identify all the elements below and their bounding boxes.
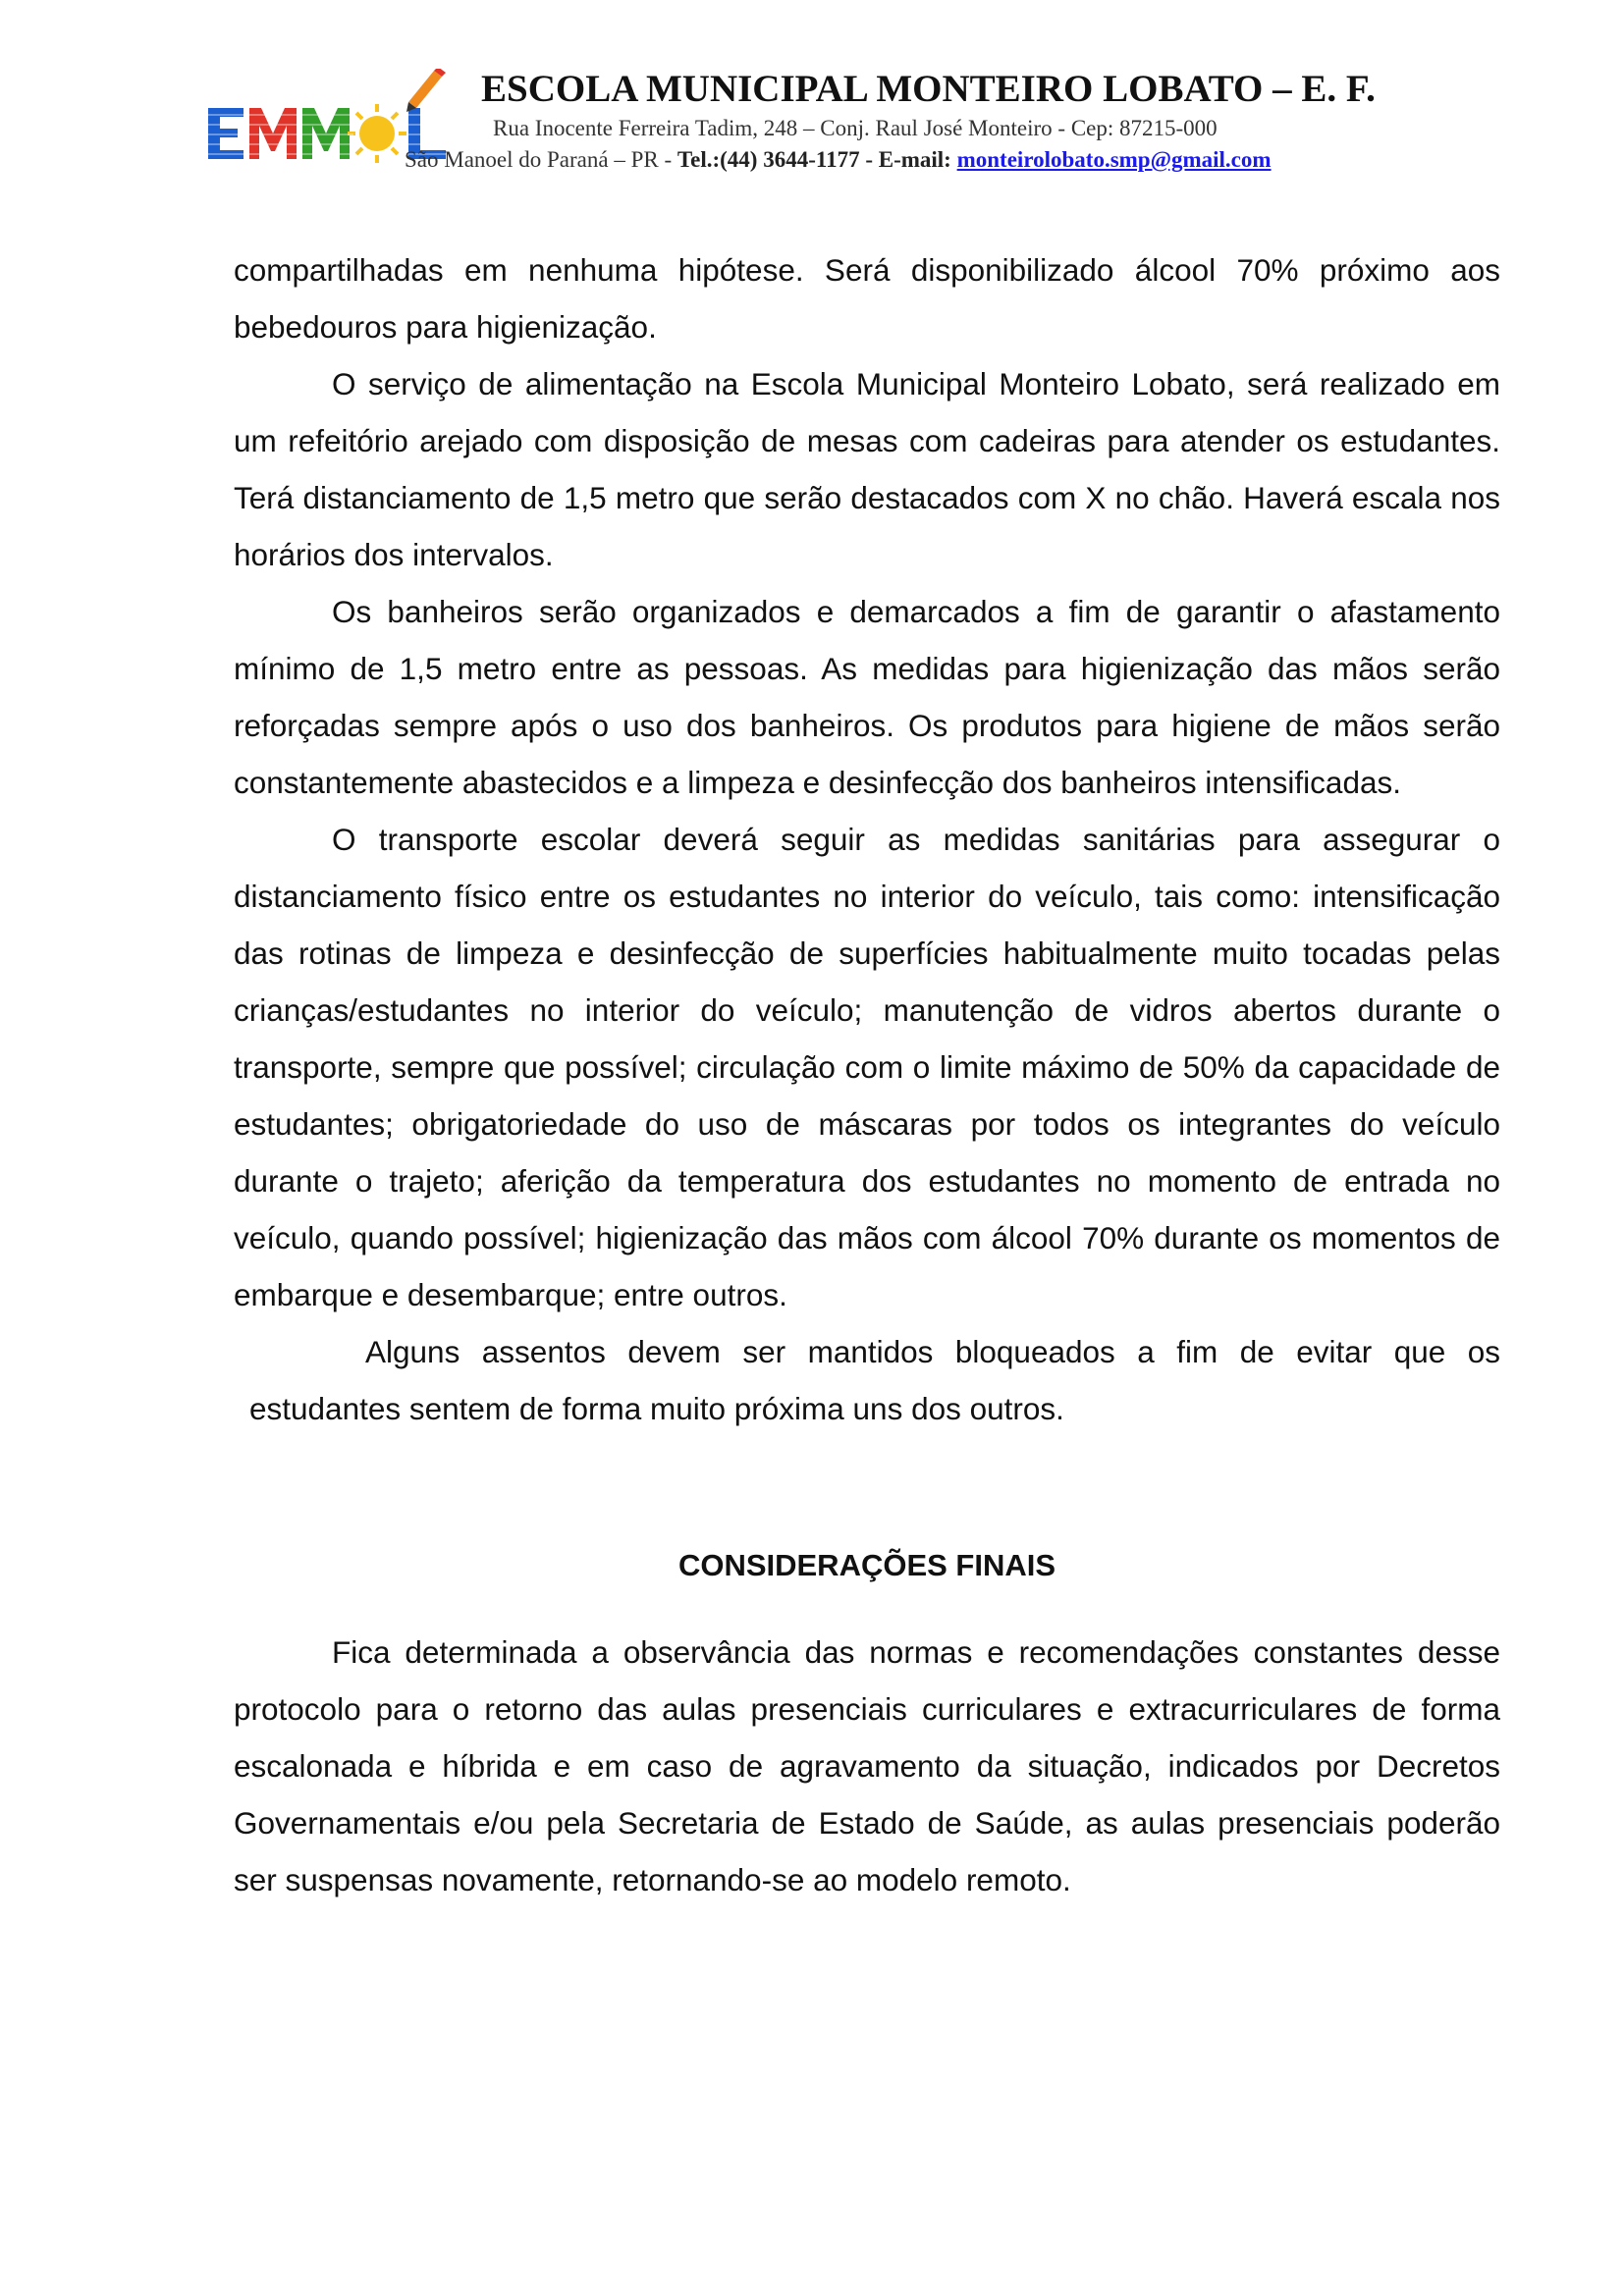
- paragraph-5: Alguns assentos devem ser mantidos bloqueados a fim de evitar que os estudantes sentem de forma muito próxima uns dos outros.: [249, 1334, 1500, 1426]
- school-city: São Manoel do Paraná – PR -: [405, 147, 677, 172]
- paragraph-2: O serviço de alimentação na Escola Municipal Monteiro Lobato, será realizado em um refeitório arejado com disposição de mesas com cadeiras para atender os estudantes. Terá distanciamento de 1,5 metro que serão destacados com X no chão. Haverá escala nos horários dos intervalos.: [234, 366, 1500, 572]
- school-contact: [405, 147, 1272, 173]
- paragraph-6: Fica determinada a observância das normas e recomendações constantes desse protocolo para o retorno das aulas presenciais curriculares e extracurriculares de forma escalonada e híbrida e em caso de agravamento da situação, indicados por Decretos Governamentais e/ou pela Secretaria de Estado de Saúde, as aulas presenciais poderão ser suspensas novamente, retornando-se ao modelo remoto.: [234, 1634, 1500, 1897]
- email-link[interactable]: monteirolobato.smp@gmail.com: [956, 147, 1272, 172]
- paragraph-3: Os banheiros serão organizados e demarcados a fim de garantir o afastamento mínimo de 1,5 metro entre as pessoas. As medidas para higienização das mãos serão reforçadas sempre após o uso dos banheiros. Os produtos para higiene de mãos serão constantemente abastecidos e a limpeza e desinfecção dos banheiros intensificadas.: [234, 594, 1500, 800]
- paragraph-4: O transporte escolar deverá seguir as medidas sanitárias para assegurar o distanciamento físico entre os estudantes no interior do veículo, tais como: intensificação das rotinas de limpeza e desinfecção de superfícies habitualmente muito tocadas pelas crianças/estudantes no interior do veículo; manutenção de vidros abertos durante o transporte, sempre que possível; circulação com o limite máximo de 50% da capacidade de estudantes; obrigatoriedade do uso de máscaras por todos os integrantes do veículo durante o trajeto; aferição da temperatura dos estudantes no momento de entrada no veículo, quando possível; higienização das mãos com álcool 70% durante os momentos de embarque e desembarque; entre outros.: [234, 822, 1500, 1312]
- school-name: ESCOLA MUNICIPAL MONTEIRO LOBATO – E. F.: [481, 68, 1376, 110]
- school-address: Rua Inocente Ferreira Tadim, 248 – Conj. Raul José Monteiro - Cep: 87215-000: [493, 116, 1218, 140]
- letterhead: [206, 49, 1483, 187]
- paragraph-1: compartilhadas em nenhuma hipótese. Será disponibilizado álcool 70% próximo aos bebedouros para higienização.: [234, 252, 1500, 345]
- document-body: [234, 241, 1500, 1908]
- school-phone: Tel.:(44) 3644-1177 - E-mail:: [677, 147, 957, 172]
- section-title: CONSIDERAÇÕES FINAIS: [677, 1548, 1056, 1582]
